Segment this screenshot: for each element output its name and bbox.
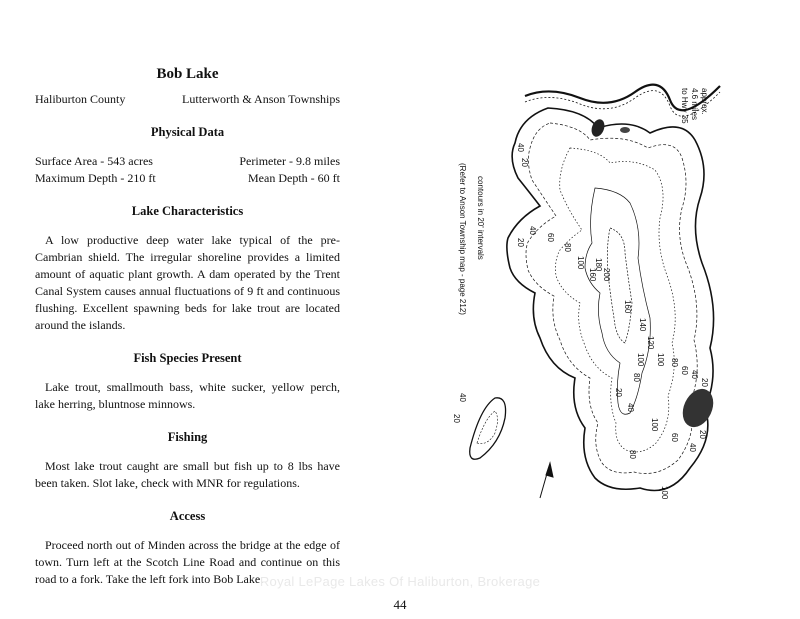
depth-label: 160 — [623, 300, 632, 314]
depth-label: 20 — [698, 430, 707, 439]
depth-label: 60 — [546, 233, 555, 242]
depth-label: 40 — [516, 143, 525, 152]
depth-label: 160 — [588, 268, 597, 282]
depth-label: 40 — [688, 443, 697, 452]
depth-label: 40 — [528, 226, 537, 235]
depth-label: 80 — [632, 373, 641, 382]
characteristics-text: A low productive deep water lake typical of the pre-Cambrian shield. The irregular shoreline provides a limited amount of aquatic plant growth. A dam operated by the Trent Canal System causes annual fluctuations of 9 ft and continuous flushing. Excellent spawning beds for lake trout are located around the islands. — [35, 233, 340, 332]
road-note-1: approx. — [700, 88, 709, 115]
depth-label: 20 — [520, 158, 529, 167]
access-heading: Access — [169, 509, 206, 523]
depth-label: 100 — [656, 353, 665, 367]
fishing-heading: Fishing — [167, 430, 208, 444]
lake-title: Bob Lake — [156, 66, 219, 82]
depth-label: 80 — [628, 450, 637, 459]
text-column — [35, 60, 340, 588]
road-note-3: to Hwy 35 — [680, 88, 689, 124]
depth-label: 100 — [576, 256, 585, 270]
species-heading: Fish Species Present — [133, 351, 242, 365]
county-label: Haliburton County — [35, 92, 126, 106]
depth-label: 80 — [563, 243, 572, 252]
mean-depth: Mean Depth - 60 ft — [248, 171, 340, 185]
access-text: Proceed north out of Minden across the bridge at the edge of town. Turn left at the Scotch Line Road and continue on this road to a fork. Take the left fork into Bob Lake. — [35, 538, 340, 586]
contours-note: contours in 20' intervals — [476, 176, 485, 260]
lake-contour-map — [420, 78, 760, 508]
refer-note: (Refer to Anson Township map - page 212) — [458, 163, 467, 315]
depth-label: 20 — [516, 238, 525, 247]
southwest-bay — [470, 398, 506, 459]
road-note-2: 4.6 miles — [690, 88, 699, 121]
depth-label: 100 — [650, 418, 659, 432]
location-row — [35, 91, 340, 108]
depth-label: 100 — [636, 353, 645, 367]
depth-label: 140 — [638, 318, 647, 332]
surface-area: Surface Area - 543 acres — [35, 154, 153, 168]
fishing-text: Most lake trout caught are small but fish up to 8 lbs have been taken. Slot lake, check with MNR for regulations. — [35, 459, 340, 490]
depth-label: 80 — [670, 358, 679, 367]
depth-label: 40 — [458, 393, 467, 402]
depth-label: 60 — [670, 433, 679, 442]
physical-data-heading: Physical Data — [150, 125, 225, 139]
perimeter: Perimeter - 9.8 miles — [239, 154, 340, 168]
north-arrow — [540, 463, 553, 498]
depth-label: 60 — [680, 366, 689, 375]
depth-label: 20 — [700, 378, 709, 387]
depth-label: 100 — [660, 486, 669, 500]
depth-label: 40 — [626, 403, 635, 412]
depth-label: 180 — [594, 258, 603, 272]
characteristics-heading: Lake Characteristics — [131, 204, 244, 218]
physical-row-2 — [35, 170, 340, 187]
shoreline — [507, 108, 714, 491]
townships-label: Lutterworth & Anson Townships — [182, 92, 340, 106]
island — [620, 127, 630, 133]
depth-label: 120 — [646, 336, 655, 350]
page-number: 44 — [393, 597, 407, 612]
species-text: Lake trout, smallmouth bass, white sucker, yellow perch, lake herring, bluntnose minnows. — [35, 380, 340, 411]
island — [677, 384, 719, 432]
depth-label: 20 — [614, 388, 623, 397]
max-depth: Maximum Depth - 210 ft — [35, 171, 156, 185]
depth-label: 20 — [452, 414, 461, 423]
depth-label: 200 — [602, 268, 611, 282]
physical-row-1 — [35, 153, 340, 170]
depth-label: 40 — [690, 370, 699, 379]
watermark: Royal LePage Lakes Of Haliburton, Brokerage — [259, 574, 541, 589]
